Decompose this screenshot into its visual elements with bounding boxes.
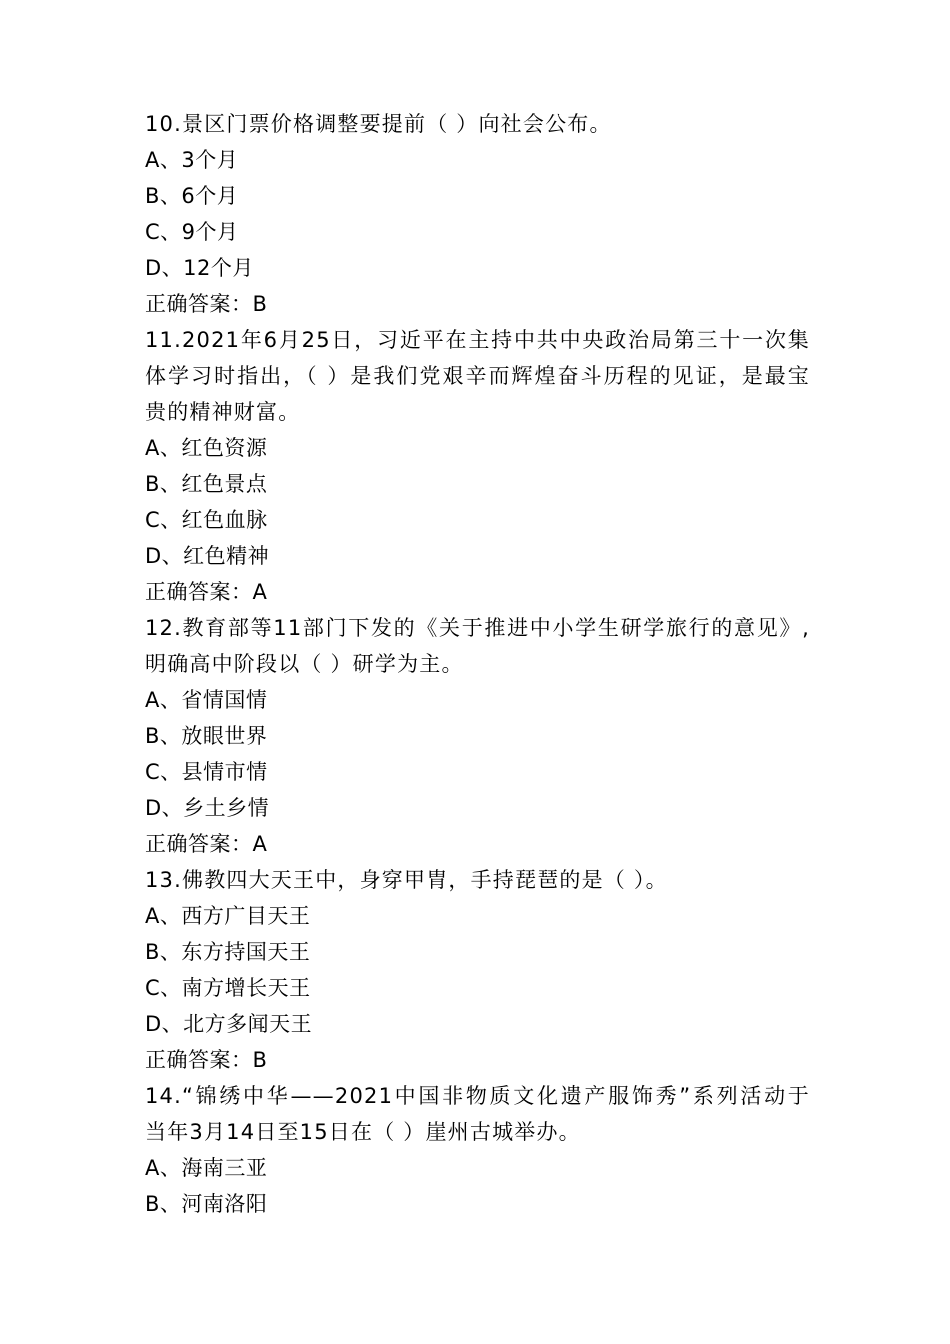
option-b: B、红色景点 <box>145 472 268 496</box>
option-b: B、东方持国天王 <box>145 940 311 964</box>
question-stem: 贵的精神财富。 <box>145 400 301 424</box>
option-d: D、北方多闻天王 <box>145 1012 313 1036</box>
question-stem: 14.“锦绣中华——2021中国非物质文化遗产服饰秀”系列活动于 <box>145 1084 810 1108</box>
option-a: A、3个月 <box>145 148 239 172</box>
option-a: A、红色资源 <box>145 436 268 460</box>
correct-answer: 正确答案：B <box>145 1048 268 1072</box>
option-c: C、南方增长天王 <box>145 976 311 1000</box>
question-list <box>145 106 810 1222</box>
question-13 <box>145 862 810 898</box>
option-a: A、海南三亚 <box>145 1156 268 1180</box>
question-stem: 明确高中阶段以（ ）研学为主。 <box>145 652 464 676</box>
option-a: A、省情国情 <box>145 688 268 712</box>
question-stem: 当年3月14日至15日在（ ）崖州古城举办。 <box>145 1120 581 1144</box>
option-b: B、河南洛阳 <box>145 1192 268 1216</box>
question-12 <box>145 610 810 682</box>
question-stem: 13.佛教四大天王中，身穿甲胄，手持琵琶的是（ ）。 <box>145 868 668 892</box>
correct-answer: 正确答案：A <box>145 580 268 604</box>
option-b: B、放眼世界 <box>145 724 268 748</box>
question-stem: 体学习时指出，（ ）是我们党艰辛而辉煌奋斗历程的见证，是最宝 <box>145 364 810 388</box>
question-stem: 10.景区门票价格调整要提前（ ）向社会公布。 <box>145 112 612 136</box>
option-b: B、6个月 <box>145 184 239 208</box>
question-11 <box>145 322 810 430</box>
option-d: D、乡土乡情 <box>145 796 270 820</box>
correct-answer: 正确答案：A <box>145 832 268 856</box>
option-d: D、红色精神 <box>145 544 270 568</box>
correct-answer: 正确答案：B <box>145 292 268 316</box>
option-d: D、12个月 <box>145 256 254 280</box>
option-a: A、西方广目天王 <box>145 904 311 928</box>
question-stem: 11.2021年6月25日，习近平在主持中共中央政治局第三十一次集 <box>145 328 810 352</box>
option-c: C、红色血脉 <box>145 508 268 532</box>
question-stem: 12.教育部等11部门下发的《关于推进中小学生研学旅行的意见》, <box>145 616 810 640</box>
question-10 <box>145 106 810 142</box>
question-14 <box>145 1078 810 1150</box>
option-c: C、9个月 <box>145 220 239 244</box>
option-c: C、县情市情 <box>145 760 268 784</box>
